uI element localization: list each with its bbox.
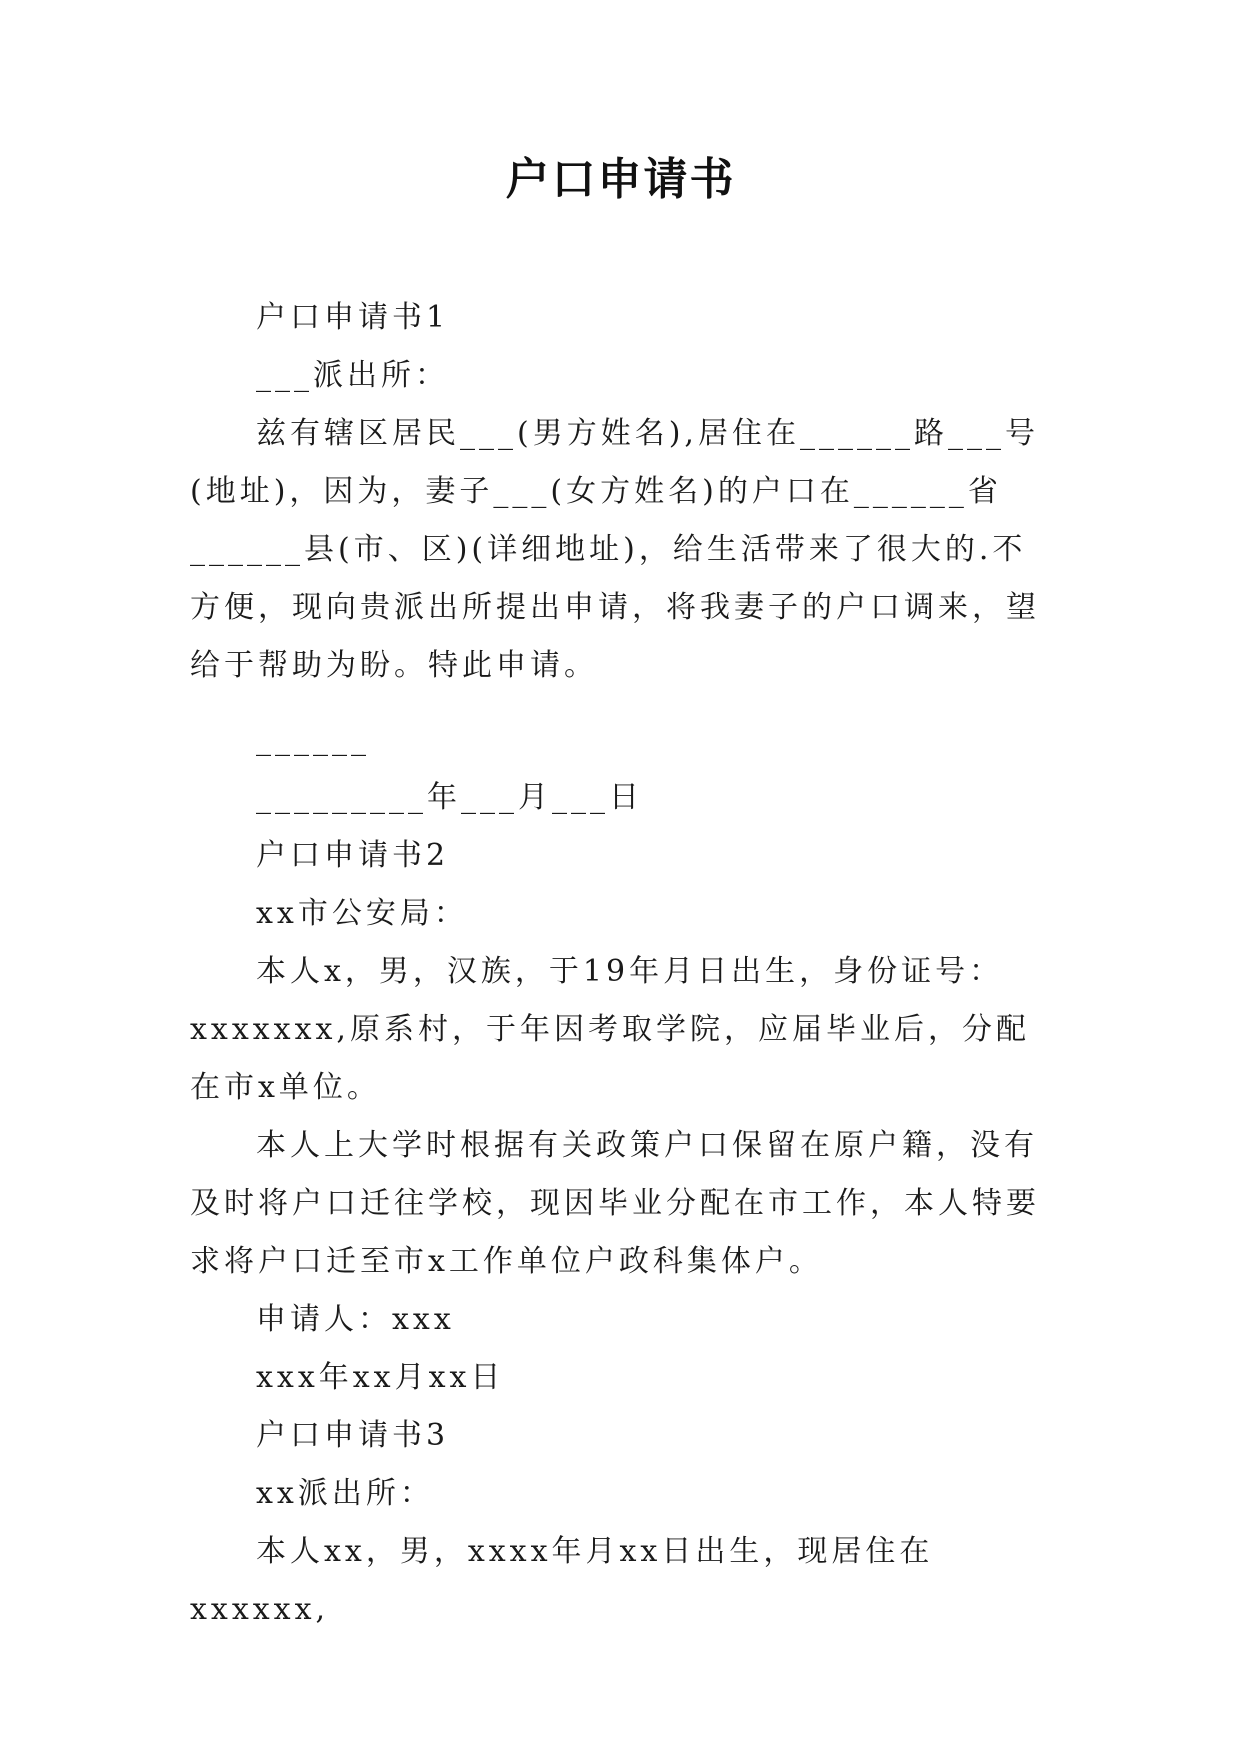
section-heading-1: 户口申请书1 bbox=[256, 300, 450, 335]
addressee-3: xx派出所： bbox=[256, 1476, 434, 1511]
addressee-1: ___派出所： bbox=[256, 358, 449, 393]
body-paragraph-1: 兹有辖区居民___(男方姓名),居住在______路___号(地址)，因为，妻子___(女方姓名)的户口在______省______县(市、区)(详细地址)，给生活带来了很大的.不方便，现向贵派出所提出申请，将我妻子的户口调来，望给于帮助为盼。特此申请。 bbox=[190, 416, 1040, 683]
applicant-line-2: 申请人：xxx bbox=[256, 1302, 455, 1337]
document-body bbox=[190, 289, 1050, 1639]
document-title: 户口申请书 bbox=[505, 154, 736, 205]
date-line-2: xxx年xx月xx日 bbox=[256, 1360, 505, 1395]
body-paragraph-3: 本人上大学时根据有关政策户口保留在原户籍，没有及时将户口迁往学校，现因毕业分配在市工作，本人特要求将户口迁至市x工作单位户政科集体户。 bbox=[190, 1128, 1040, 1279]
date-line-1: _________年___月___日 bbox=[256, 780, 643, 815]
signature-blank-1: ______ bbox=[256, 722, 370, 757]
section-heading-3: 户口申请书3 bbox=[256, 1418, 450, 1453]
body-paragraph-4: 本人xx，男，xxxx年月xx日出生，现居住在xxxxxx, bbox=[190, 1534, 934, 1627]
addressee-2: xx市公安局： bbox=[256, 896, 468, 931]
section-heading-2: 户口申请书2 bbox=[256, 838, 450, 873]
body-paragraph-2: 本人x，男，汉族，于19年月日出生，身份证号：xxxxxxx,原系村，于年因考取学院，应届毕业后，分配在市x单位。 bbox=[190, 954, 1030, 1105]
